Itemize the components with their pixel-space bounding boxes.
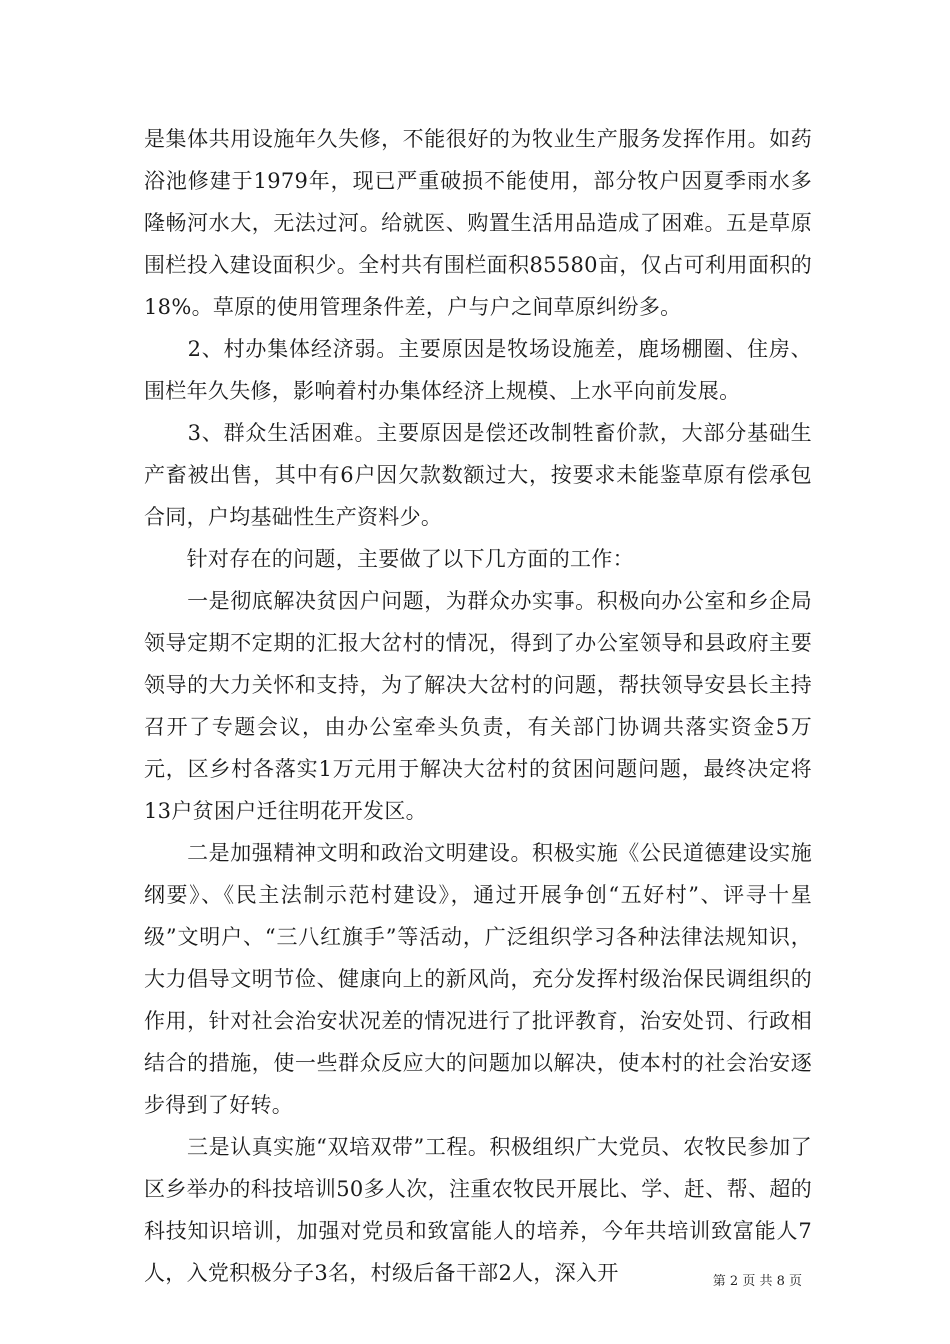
document-body	[144, 118, 812, 1294]
paragraph-double-training: 三是认真实施“双培双带”工程。积极组织广大党员、农牧民参加了区乡举办的科技培训50多人次，注重农牧民开展比、学、赶、帮、超的科技知识培训，加强对党员和致富能人的培养，今年共培训致富能人7人，入党积极分子3名，村级后备干部2人，深入开	[144, 1135, 812, 1285]
paragraph-collective-economy: 2、村办集体经济弱。主要原因是牧场设施差，鹿场棚圈、住房、围栏年久失修，影响着村办集体经济上规模、上水平向前发展。	[144, 337, 812, 403]
paragraph-living-difficulties: 3、群众生活困难。主要原因是偿还改制牲畜价款，大部分基础生产畜被出售，其中有6户因欠款数额过大，按要求未能鉴草原有偿承包合同，户均基础性生产资料少。	[144, 421, 812, 529]
paragraph-civilization-building: 二是加强精神文明和政治文明建设。积极实施《公民道德建设实施纲要》、《民主法制示范村建设》，通过开展争创“五好村”、评寻十星级”文明户、“三八红旗手”等活动，广泛组织学习各种法律法规知识，大力倡导文明节俭、健康向上的新风尚，充分发挥村级治保民调组织的作用，针对社会治安状况差的情况进行了批评教育，治安处罚、行政相结合的措施，使一些群众反应大的问题加以解决，使本村的社会治安逐步得到了好转。	[144, 841, 812, 1117]
paragraph-continued-issues: 是集体共用设施年久失修，不能很好的为牧业生产服务发挥作用。如药浴池修建于1979年，现已严重破损不能使用，部分牧户因夏季雨水多隆畅河水大，无法过河。给就医、购置生活用品造成了困难。五是草原围栏投入建设面积少。全村共有围栏面积85580亩，仅占可利用面积的18%。草原的使用管理条件差，户与户之间草原纠纷多。	[144, 127, 812, 319]
paragraph-work-intro: 针对存在的问题，主要做了以下几方面的工作：	[144, 547, 634, 571]
paragraph-poverty-relief: 一是彻底解决贫因户问题，为群众办实事。积极向办公室和乡企局领导定期不定期的汇报大岔村的情况，得到了办公室领导和县政府主要领导的大力关怀和支持，为了解决大岔村的问题，帮扶领导安县长主持召开了专题会议，由办公室牵头负责，有关部门协调共落实资金5万元，区乡村各落实1万元用于解决大岔村的贫困问题问题，最终决定将13户贫困户迁往明花开发区。	[144, 589, 812, 823]
page-number-footer: 第 2 页 共 8 页	[712, 1274, 802, 1289]
